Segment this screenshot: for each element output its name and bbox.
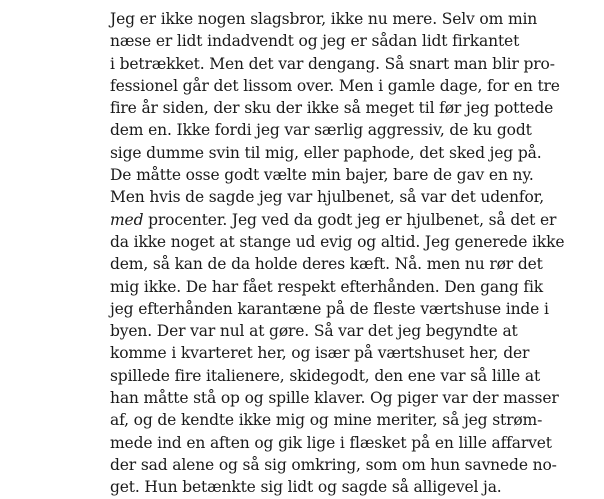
- text-line-7: sige dumme svin til mig, eller paphode, det sked jeg på.: [110, 143, 542, 162]
- text-line-6: dem en. Ikke fordi jeg var særlig aggressiv, de ku godt: [110, 121, 532, 140]
- text-line-21: der sad alene og så sig omkring, som om hun savnede no-: [110, 455, 557, 474]
- text-line-8: De måtte osse godt vælte min bajer, bare de gav en ny.: [110, 166, 534, 185]
- text-line-13: mig ikke. De har fået respekt efterhånden. Den gang fik: [110, 277, 544, 296]
- text-line-22: get. Hun betænkte sig lidt og sagde så alligevel ja.: [110, 478, 502, 497]
- text-line-9: Men hvis de sagde jeg var hjulbenet, så var det udenfor,: [110, 188, 544, 207]
- text-line-5: fire år siden, der sku der ikke så meget til før jeg pottede: [110, 99, 554, 118]
- text-line-12: dem, så kan de da holde deres kæft. Nå. men nu rør det: [110, 255, 543, 274]
- text-line-17: spillede fire italienere, skidegodt, den ene var så lille at: [110, 366, 541, 385]
- text-line-16: komme i kvarteret her, og især på værtshuset her, der: [110, 344, 530, 363]
- text-line-18: han måtte stå op og spille klaver. Og piger var der masser: [110, 389, 559, 408]
- text-line-19: af, og de kendte ikke mig og mine meriter, så jeg strøm-: [110, 411, 543, 430]
- text-line-14: jeg efterhånden karantæne på de fleste værtshuse inde i: [110, 299, 549, 318]
- text-line-1: Jeg er ikke nogen slagsbror, ikke nu mere. Selv om min: [110, 10, 538, 28]
- text-line-2: næse er lidt indadvendt og jeg er sådan lidt firkantet: [110, 32, 520, 51]
- document-page: [110, 8, 565, 499]
- text-line-11: da ikke noget at stange ud evig og altid. Jeg generede ikke: [110, 232, 565, 251]
- italic-word: med: [110, 210, 144, 229]
- text-line-10: [110, 209, 557, 231]
- text-line-3: i betrækket. Men det var dengang. Så snart man blir pro-: [110, 54, 555, 73]
- text-line-20: mede ind en aften og gik lige i flæsket på en lille affarvet: [110, 433, 552, 452]
- text-line-4: fessionel går det lissom over. Men i gamle dage, for en tre: [110, 76, 560, 95]
- text-line-10-rest: procenter. Jeg ved da godt jeg er hjulbenet, så det er: [148, 210, 557, 229]
- text-line-15: byen. Der var nul at gøre. Så var det jeg begyndte at: [110, 322, 518, 341]
